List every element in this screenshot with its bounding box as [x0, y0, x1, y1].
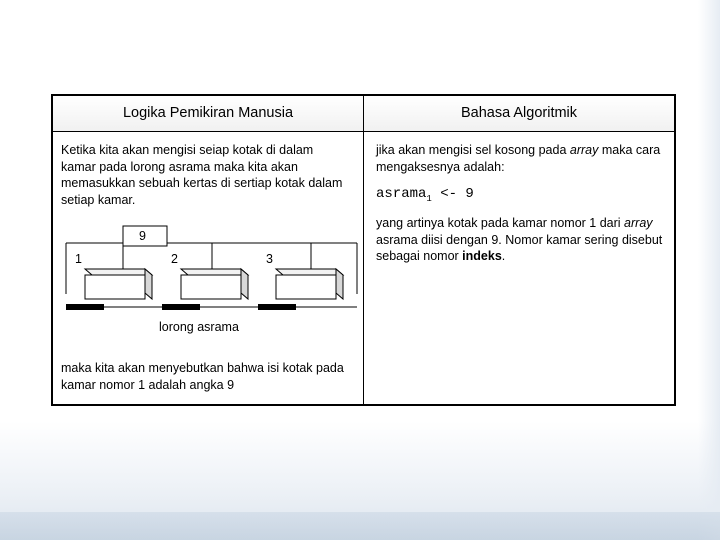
box-room-1 — [85, 269, 152, 299]
door-room-1 — [66, 304, 104, 310]
left-intro-text: Ketika kita akan mengisi seiap kotak di dalam kamar pada lorong asrama maka kita akan memasukkan sebuah kertas di sertiap kotak dalam setiap kamar. — [61, 143, 343, 207]
background-edge-glow — [698, 0, 720, 540]
door-room-3 — [258, 304, 296, 310]
room-label-2: 2 — [171, 252, 178, 266]
paper-label: 9 — [139, 229, 146, 243]
meaning-part2: asrama diisi dengan 9. Nomor kamar sering disebut sebagai nomor — [376, 232, 663, 263]
right-intro-part1: jika akan mengisi sel kosong pada — [376, 143, 570, 157]
room-label-3: 3 — [266, 252, 273, 266]
door-room-2 — [162, 304, 200, 310]
meaning-array: array — [624, 216, 653, 230]
code-assignment — [376, 186, 474, 204]
box-room-2 — [181, 269, 248, 299]
left-outro-text: maka kita akan menyebutkan bahwa isi kotak pada kamar nomor 1 adalah angka 9 — [61, 361, 344, 392]
corridor-label: lorong asrama — [159, 320, 239, 334]
right-intro-array: array — [569, 143, 599, 157]
room-label-1: 1 — [75, 252, 82, 266]
dormitory-diagram — [59, 224, 359, 344]
meaning-indeks: indeks — [462, 249, 502, 263]
comparison-table — [51, 94, 676, 406]
code-subscript: 1 — [426, 193, 432, 204]
right-meaning-text — [376, 215, 668, 265]
code-var: asrama — [376, 186, 427, 202]
right-intro-part2: maka cara mengaksesnya adalah: — [376, 143, 661, 174]
background-bottom-band — [0, 512, 720, 540]
code-rest: <- 9 — [431, 186, 474, 202]
header-bahasa: Bahasa Algoritmik — [460, 105, 578, 121]
meaning-part1: yang artinya kotak pada kamar nomor 1 dari — [376, 216, 625, 230]
box-room-3 — [276, 269, 343, 299]
header-logika: Logika Pemikiran Manusia — [122, 105, 294, 121]
meaning-part3: . — [501, 249, 506, 263]
right-intro-text — [376, 142, 666, 175]
column-divider — [363, 96, 364, 404]
